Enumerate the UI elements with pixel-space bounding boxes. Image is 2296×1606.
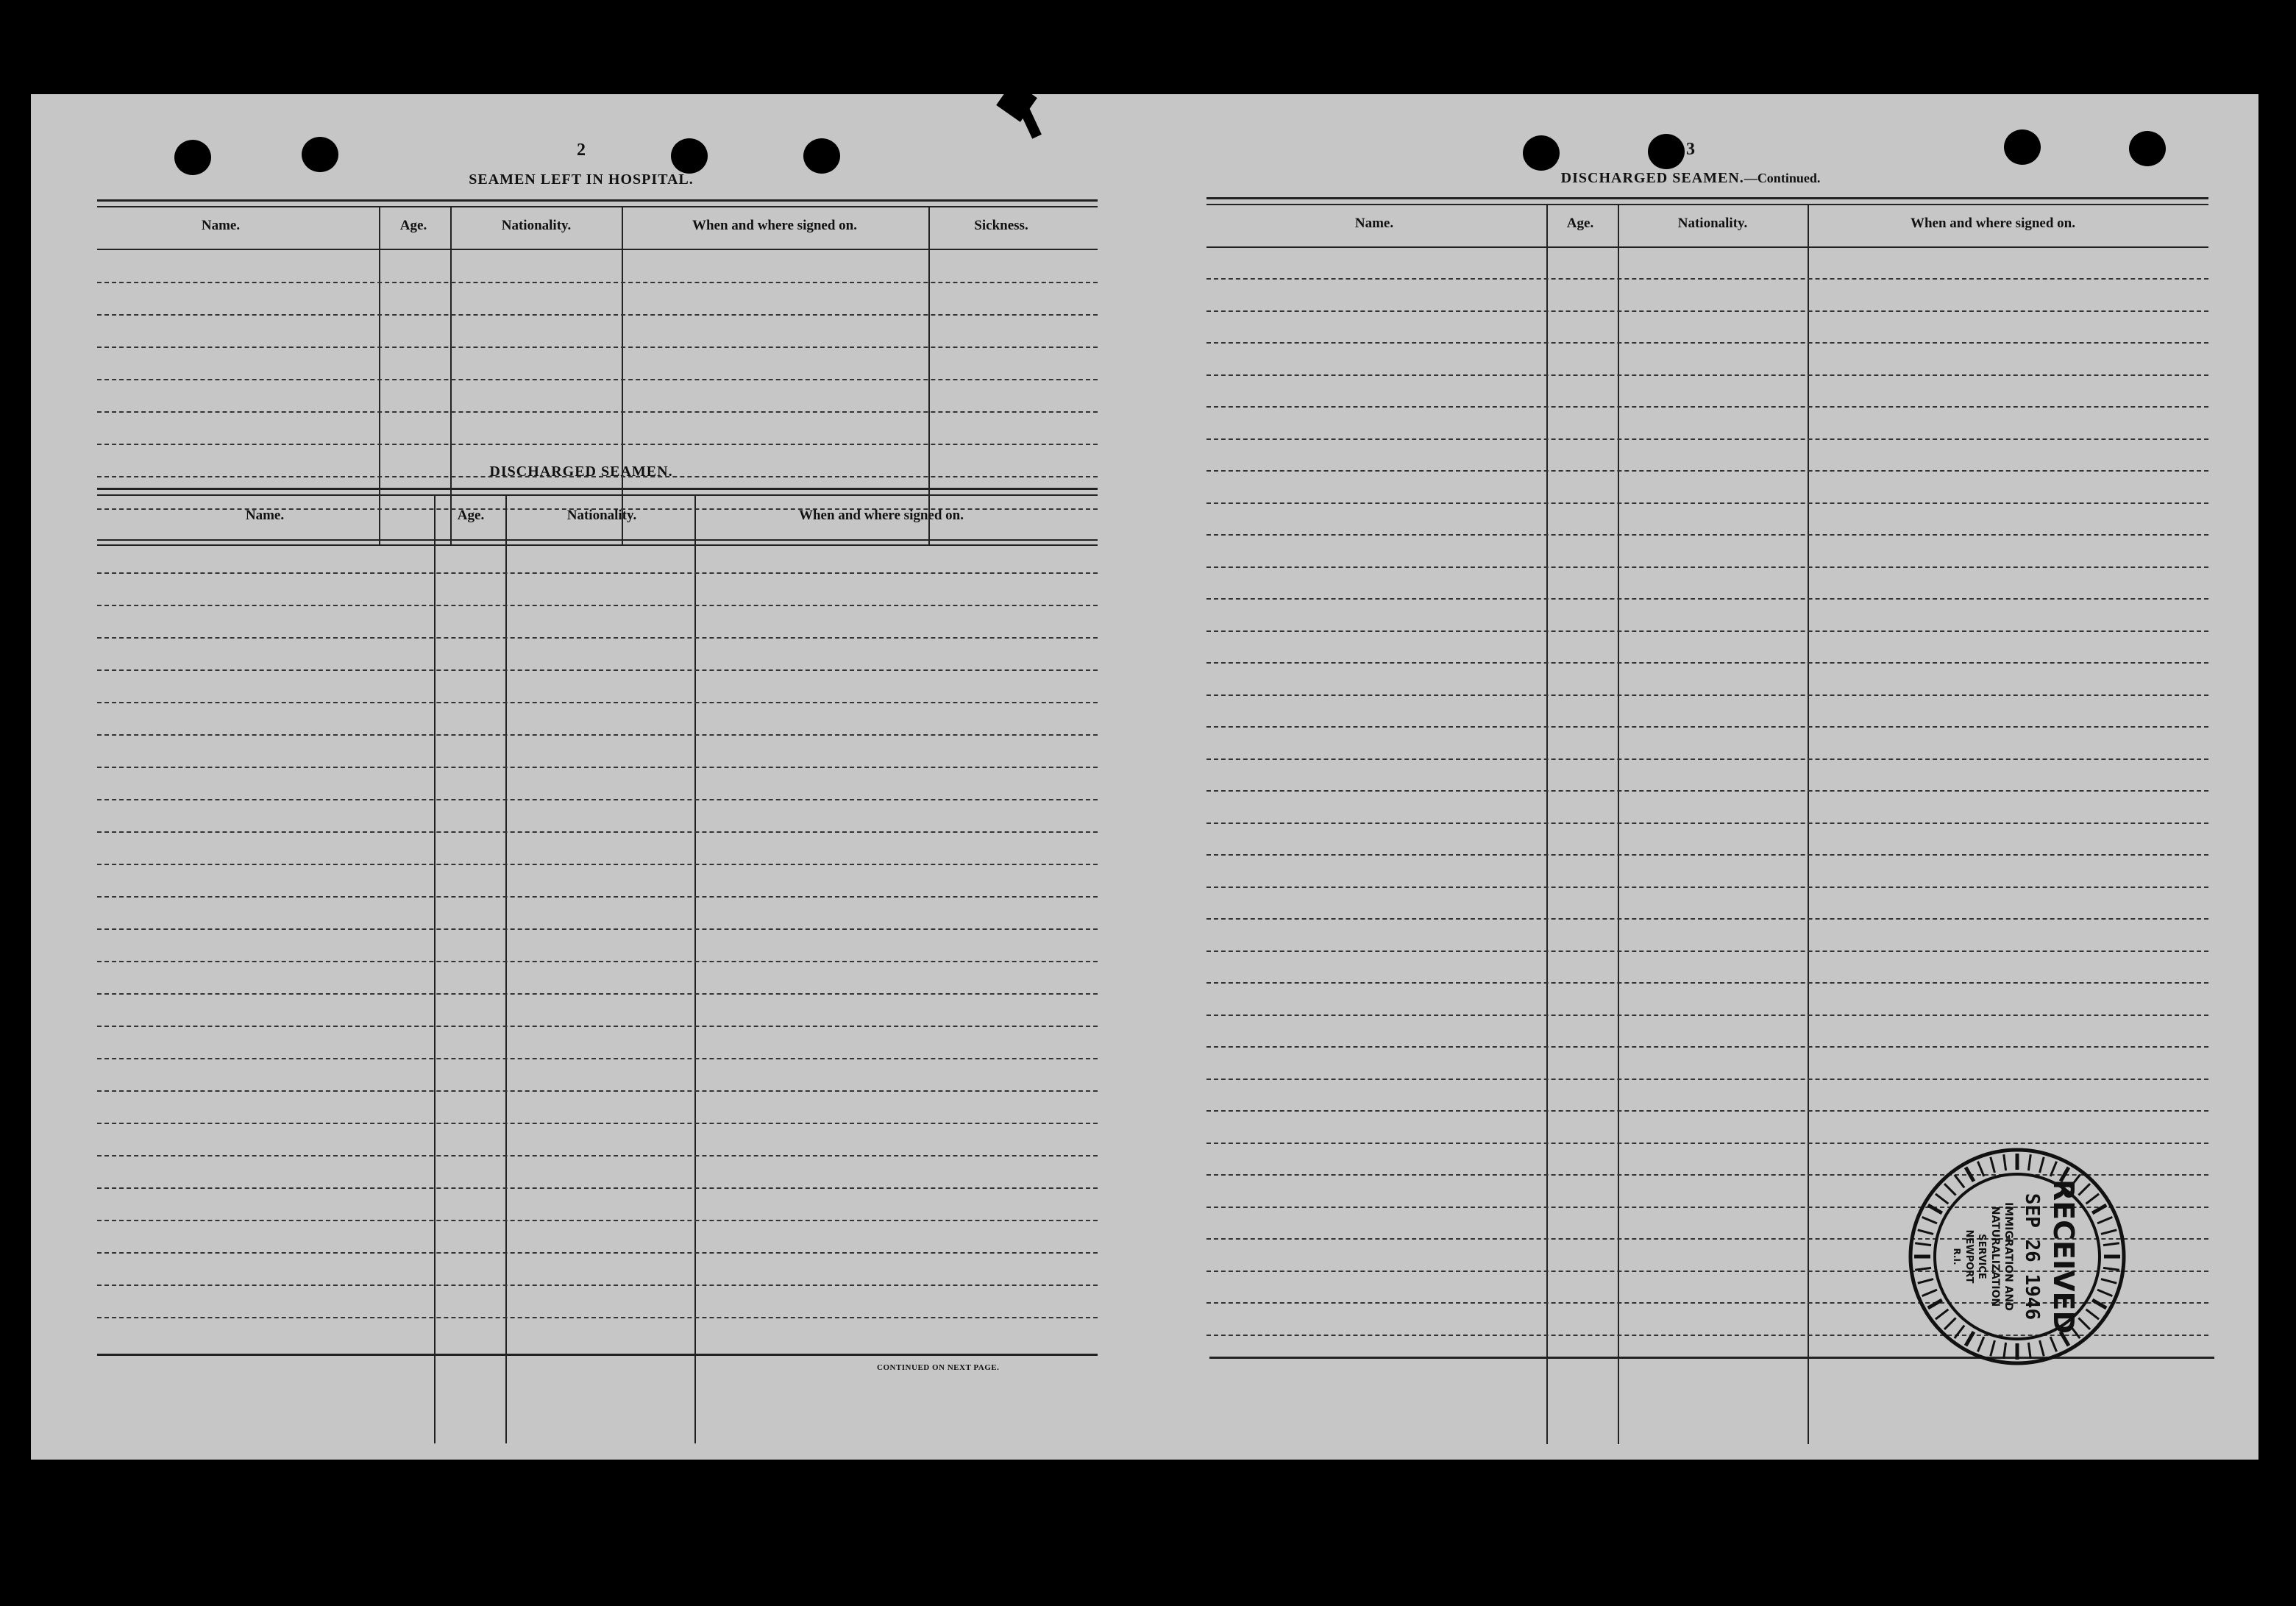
column-header-nationality: Nationality.	[501, 218, 572, 233]
stamp-ring-tick	[2103, 1243, 2119, 1246]
row-ruling-line	[97, 993, 1098, 995]
stamp-ring-tick	[2028, 1343, 2030, 1359]
stamp-ring-tick	[1915, 1243, 1931, 1246]
row-ruling-line	[1206, 470, 2208, 472]
row-ruling-line	[97, 799, 1098, 800]
column-header-signed-on: When and where signed on.	[692, 218, 858, 233]
stamp-ring-tick	[2092, 1300, 2106, 1308]
column-header-age: Age.	[1566, 216, 1594, 231]
row-ruling-line	[97, 1026, 1098, 1027]
row-ruling-line	[1206, 854, 2208, 856]
punch-hole	[174, 140, 211, 175]
row-ruling-line	[97, 605, 1098, 606]
document-sheet	[31, 94, 2258, 1460]
punch-hole	[803, 138, 840, 174]
stamp-ring-tick	[1918, 1230, 1933, 1234]
stamp-ring-tick	[2103, 1268, 2119, 1270]
row-ruling-line	[1206, 790, 2208, 792]
discharged-section-title: DISCHARGED SEAMEN.	[489, 463, 673, 480]
row-ruling-line	[97, 379, 1098, 380]
discharged-continued-title-main: DISCHARGED SEAMEN.	[1560, 170, 1744, 186]
punch-hole	[1523, 135, 1560, 171]
continued-footer: CONTINUED ON NEXT PAGE.	[877, 1363, 1000, 1372]
stamp-ring-tick	[1936, 1310, 1948, 1319]
stamp-ring-tick	[2086, 1310, 2099, 1319]
column-divider	[1546, 204, 1548, 1444]
stamp-ring-tick	[1918, 1279, 1933, 1284]
column-header-name: Name.	[201, 218, 241, 233]
stamp-ring-tick	[2097, 1290, 2112, 1296]
stamp-agency-line: IMMIGRATION AND	[2002, 1202, 2014, 1311]
row-ruling-line	[1206, 726, 2208, 728]
punch-hole	[1648, 134, 1685, 169]
column-header-nationality: Nationality.	[1677, 216, 1748, 231]
row-ruling-line	[1206, 406, 2208, 408]
row-ruling-line	[97, 1123, 1098, 1124]
row-ruling-line	[1206, 822, 2208, 824]
row-ruling-line	[97, 572, 1098, 574]
row-ruling-line	[97, 1252, 1098, 1254]
row-ruling-line	[1206, 982, 2208, 984]
hospital-section-title: SEAMEN LEFT IN HOSPITAL.	[469, 171, 694, 188]
table-rule	[1206, 197, 2208, 199]
row-ruling-line	[1206, 598, 2208, 600]
row-ruling-line	[1206, 630, 2208, 632]
row-ruling-line	[97, 767, 1098, 768]
row-ruling-line	[1206, 694, 2208, 696]
row-ruling-line	[97, 896, 1098, 898]
stamp-received-word: RECEIVED	[2047, 1179, 2080, 1335]
row-ruling-line	[97, 831, 1098, 833]
row-ruling-line	[1206, 1110, 2208, 1112]
stamp-ring-tick	[2092, 1205, 2106, 1213]
row-ruling-line	[97, 734, 1098, 736]
discharged-continued-title	[1561, 170, 1821, 187]
column-header-signed-on: When and where signed on.	[1910, 216, 2076, 231]
column-divider	[928, 206, 930, 544]
stamp-ring-tick	[2101, 1279, 2116, 1284]
stamp-ring-tick	[1922, 1290, 1937, 1296]
row-ruling-line	[97, 637, 1098, 639]
punch-hole	[2004, 129, 2041, 165]
row-ruling-line	[1206, 534, 2208, 536]
stamp-ring-marks	[1914, 1154, 2120, 1360]
stamp-ring-tick	[1991, 1157, 1995, 1173]
stamp-ring-tick	[1915, 1268, 1931, 1270]
row-ruling-line	[97, 864, 1098, 865]
table-rule	[97, 494, 1098, 496]
row-ruling-line	[97, 1220, 1098, 1221]
column-header-sickness: Sickness.	[974, 218, 1028, 233]
column-divider	[450, 206, 452, 544]
stamp-ring-tick	[2004, 1154, 2006, 1170]
stamp-ring-tick	[2004, 1343, 2006, 1359]
page-number-right: 3	[1686, 140, 1695, 159]
column-header-name: Name.	[245, 508, 285, 523]
table-rule	[97, 199, 1098, 202]
stamp-ring-tick	[1966, 1168, 1974, 1182]
stamp-agency-line: SERVICE	[1976, 1234, 1987, 1279]
row-ruling-line	[97, 1285, 1098, 1286]
stamp-ring-tick	[1977, 1162, 1983, 1176]
stamp-ring-tick	[2040, 1340, 2044, 1356]
column-header-name: Name.	[1354, 216, 1394, 231]
row-ruling-line	[1206, 374, 2208, 376]
row-ruling-line	[97, 444, 1098, 445]
stamp-agency-line: NEWPORT	[1963, 1229, 1975, 1284]
punch-hole	[671, 138, 708, 174]
row-ruling-line	[1206, 887, 2208, 888]
column-divider	[622, 206, 623, 544]
stamp-agency-line: NATURALIZATION	[1989, 1206, 2001, 1307]
table-rule	[97, 206, 1098, 207]
stamp-ring-tick	[2086, 1194, 2099, 1204]
row-ruling-line	[97, 347, 1098, 348]
stamp-ring-tick	[1966, 1332, 1974, 1346]
stamp-outer-ring	[1911, 1150, 2124, 1363]
stamp-ring-tick	[1922, 1217, 1937, 1223]
row-ruling-line	[97, 1058, 1098, 1059]
table-rule	[1206, 204, 2208, 205]
stamp-ring-tick	[2097, 1217, 2112, 1223]
row-ruling-line	[1206, 566, 2208, 568]
row-ruling-line	[97, 1187, 1098, 1189]
stamp-ring-tick	[2050, 1337, 2056, 1351]
column-header-age: Age.	[457, 508, 485, 523]
table-rule	[97, 249, 1098, 250]
stamp-ring-tick	[2040, 1157, 2044, 1173]
column-divider	[1808, 204, 1809, 1444]
row-ruling-line	[97, 1090, 1098, 1092]
column-divider	[379, 206, 380, 544]
discharged-continued-title-suffix: —Continued.	[1744, 171, 1821, 185]
stamp-ring-tick	[1955, 1175, 1964, 1187]
stamp-ring-tick	[1928, 1205, 1942, 1213]
page-number-left: 2	[577, 141, 586, 160]
table-rule	[1206, 246, 2208, 248]
row-ruling-line	[1206, 342, 2208, 344]
column-divider	[1618, 204, 1619, 1444]
row-ruling-line	[1206, 310, 2208, 312]
row-ruling-line	[1206, 662, 2208, 664]
table-rule	[97, 488, 1098, 490]
stamp-ring-tick	[2050, 1162, 2056, 1176]
stamp-ring-tick	[1944, 1184, 1956, 1195]
table-rule	[97, 544, 1098, 546]
stamp-date: SEP 26 1946	[2021, 1193, 2043, 1321]
row-ruling-line	[1206, 278, 2208, 280]
row-ruling-line	[97, 669, 1098, 671]
row-ruling-line	[1206, 1046, 2208, 1048]
column-header-age: Age.	[399, 218, 427, 233]
stamp-ring-tick	[1991, 1340, 1995, 1356]
stamp-ring-tick	[2028, 1154, 2030, 1170]
row-ruling-line	[97, 961, 1098, 962]
table-rule	[97, 539, 1098, 541]
row-ruling-line	[1206, 438, 2208, 440]
stamp-ring-tick	[1928, 1300, 1942, 1308]
row-ruling-line	[97, 411, 1098, 413]
stamp-agency-line: R.I.	[1952, 1248, 1962, 1265]
row-ruling-line	[97, 282, 1098, 283]
row-ruling-line	[97, 1155, 1098, 1156]
stamp-ring-tick	[1936, 1194, 1948, 1204]
row-ruling-line	[97, 314, 1098, 316]
row-ruling-line	[1206, 951, 2208, 952]
row-ruling-line	[1206, 918, 2208, 920]
received-stamp	[1892, 1139, 2142, 1374]
stamp-ring-tick	[2101, 1230, 2116, 1234]
table-rule	[97, 1354, 1098, 1356]
stamp-ring-tick	[1977, 1337, 1983, 1351]
stamp-ring-tick	[1955, 1326, 1964, 1338]
row-ruling-line	[97, 928, 1098, 930]
punch-hole	[2129, 131, 2166, 166]
row-ruling-line	[1206, 758, 2208, 760]
row-ruling-line	[1206, 1079, 2208, 1080]
row-ruling-line	[1206, 1015, 2208, 1016]
column-header-signed-on: When and where signed on.	[798, 508, 964, 523]
row-ruling-line	[1206, 502, 2208, 504]
column-header-nationality: Nationality.	[566, 508, 637, 523]
row-ruling-line	[97, 702, 1098, 703]
stamp-ring-tick	[1944, 1318, 1956, 1329]
row-ruling-line	[97, 1317, 1098, 1318]
punch-hole	[302, 137, 338, 172]
